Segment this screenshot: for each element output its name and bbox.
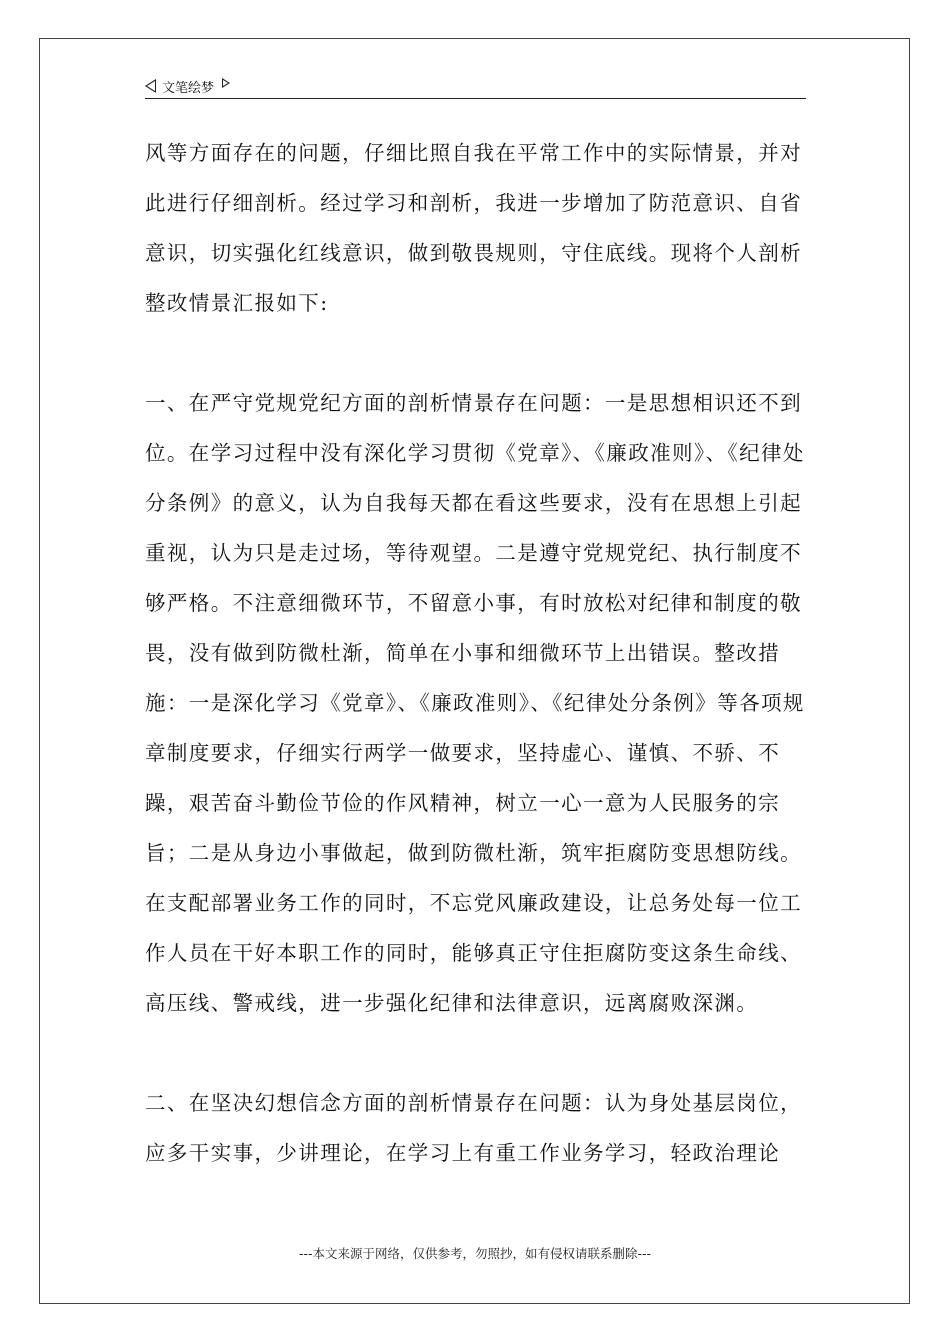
triangle-left-icon xyxy=(145,79,156,93)
paragraph-section-1: 一、在严守党规党纪方面的剖析情景存在问题：一是思想相识还不到位。在学习过程中没有深化学习贯彻《党章》、《廉政准则》、《纪律处分条例》的意义，认为自我每天都在看这些要求，没有在思想上引起重视，认为只是走过场，等待观望。二是遵守党规党纪、执行制度不够严格。不注意细微环节，不留意小事，有时放松对纪律和制度的敬畏，没有做到防微杜渐，简单在小事和细微环节上出错误。整改措施：一是深化学习《党章》、《廉政准则》、《纪律处分条例》等各项规章制度要求，仔细实行两学一做要求，坚持虚心、谨慎、不骄、不躁，艰苦奋斗勤俭节俭的作风精神，树立一心一意为人民服务的宗旨；二是从身边小事做起，做到防微杜渐，筑牢拒腐防变思想防线。在支配部署业务工作的同时，不忘党风廉政建设，让总务处每一位工作人员在干好本职工作的同时，能够真正守住拒腐防变这条生命线、高压线、警戒线，进一步强化纪律和法律意识，远离腐败深渊。 xyxy=(145,391,805,1015)
paragraph-intro: 风等方面存在的问题，仔细比照自我在平常工作中的实际情景，并对此进行仔细剖析。经过学习和剖析，我进一步增加了防范意识、自省意识，切实强化红线意识，做到敬畏规则，守住底线。现将个人剖析整改情景汇报如下: xyxy=(145,141,802,315)
header-title: 文笔绘梦 xyxy=(162,80,215,96)
paragraph-section-2: 二、在坚决幻想信念方面的剖析情景存在问题：认为身处基层岗位，应多干实事，少讲理论，在学习上有重工作业务学习，轻政治理论 xyxy=(145,1091,802,1165)
document-body xyxy=(145,128,810,1178)
footer-disclaimer: ---本文来源于网络，仅供参考，勿照抄，如有侵权请联系删除--- xyxy=(298,1246,652,1261)
paragraph-gap xyxy=(145,1028,810,1078)
paragraph-gap xyxy=(145,328,810,378)
triangle-right-icon xyxy=(222,78,230,88)
page-header xyxy=(145,74,806,99)
